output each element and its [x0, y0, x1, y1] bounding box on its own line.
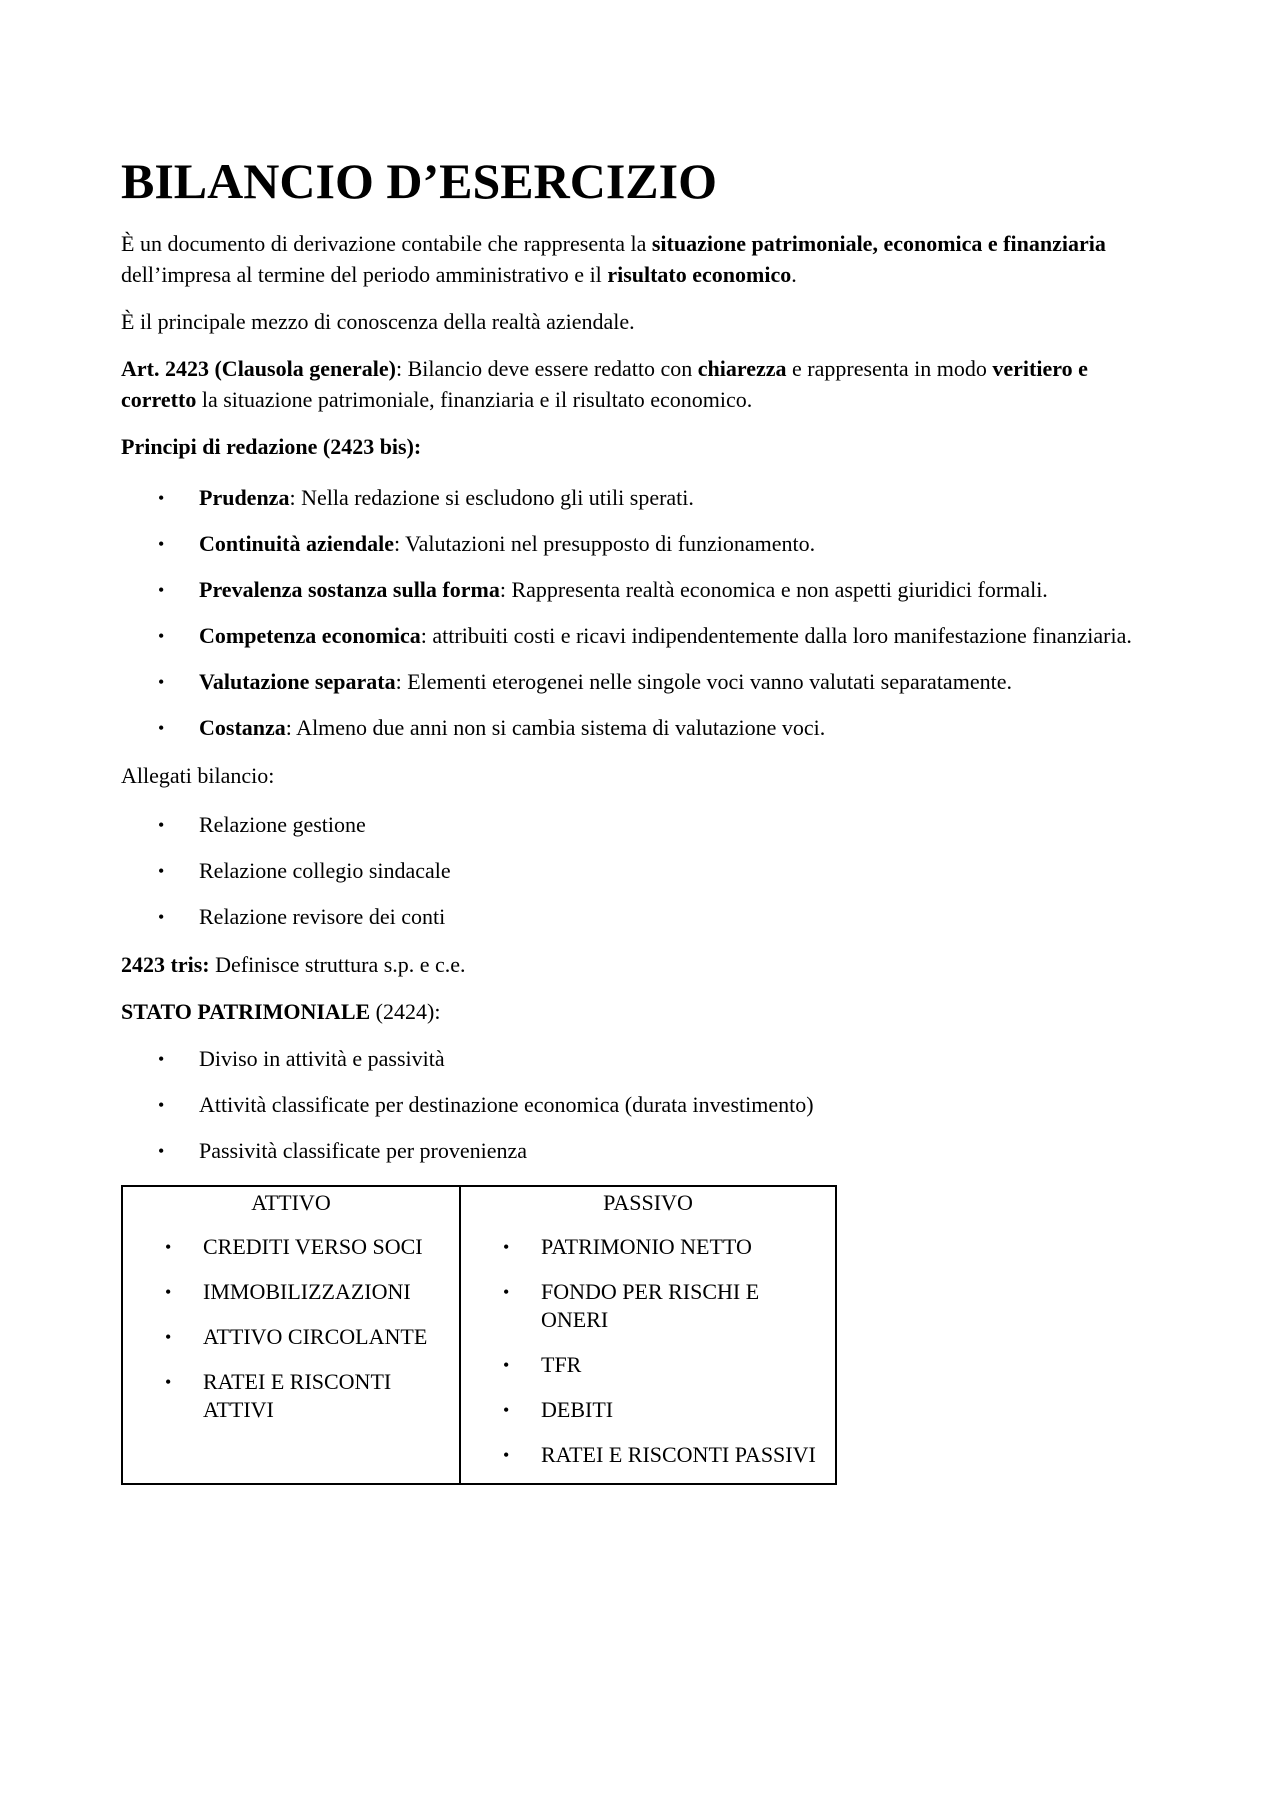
- principal-paragraph: È il principale mezzo di conoscenza della realtà aziendale.: [121, 309, 635, 334]
- principio-desc: : attribuiti costi e ricavi indipendentemente dalla loro manifestazione finanziaria.: [420, 623, 1132, 648]
- art2423-text-2: e rappresenta in modo: [786, 356, 993, 381]
- principio-desc: : Rappresenta realtà economica e non aspetti giuridici formali.: [499, 577, 1048, 602]
- list-item: • CREDITI VERSO SOCI: [123, 1233, 459, 1261]
- attivo-header: ATTIVO: [251, 1190, 331, 1215]
- passivo-list: [461, 1233, 835, 1469]
- principio-desc: : Nella redazione si escludono gli utili sperati.: [289, 485, 694, 510]
- list-item: • Relazione revisore dei conti: [121, 903, 1161, 931]
- principi-heading-text: Principi di redazione (2423 bis):: [121, 434, 422, 459]
- intro-bold-2: risultato economico: [607, 262, 792, 287]
- list-item: [121, 622, 1161, 650]
- list-item: • Relazione collegio sindacale: [121, 857, 1161, 885]
- list-item: • Diviso in attività e passività: [121, 1045, 1161, 1073]
- table-row: [122, 1186, 836, 1484]
- principio-term: Competenza economica: [199, 623, 421, 648]
- list-item: [121, 576, 1161, 604]
- list-item: • FONDO PER RISCHI E ONERI: [461, 1278, 835, 1334]
- list-item: • RATEI E RISCONTI ATTIVI: [123, 1368, 459, 1424]
- list-item: • ATTIVO CIRCOLANTE: [123, 1323, 459, 1351]
- principio-desc: : Valutazioni nel presupposto di funzionamento.: [393, 531, 816, 556]
- document-page: [121, 150, 1161, 1485]
- stato-list: [121, 1045, 1161, 1165]
- intro-text-2: dell’impresa al termine del periodo amministrativo e il: [121, 262, 608, 287]
- principio-desc: : Almeno due anni non si cambia sistema di valutazione voci.: [285, 715, 826, 740]
- tris-paragraph: [121, 949, 1161, 980]
- principi-list: [121, 484, 1161, 742]
- passivo-cell: [460, 1186, 836, 1484]
- art2423-text-3: la situazione patrimoniale, finanziaria e il risultato economico.: [196, 387, 753, 412]
- art2423-paragraph: [121, 353, 1161, 415]
- allegati-heading: Allegati bilancio:: [121, 763, 275, 788]
- list-item: • DEBITI: [461, 1396, 835, 1424]
- list-item: • TFR: [461, 1351, 835, 1379]
- page-title: BILANCIO D’ESERCIZIO: [121, 153, 717, 209]
- principio-term: Continuità aziendale: [199, 531, 394, 556]
- list-item: • RATEI E RISCONTI PASSIVI: [461, 1441, 835, 1469]
- list-item: • IMMOBILIZZAZIONI: [123, 1278, 459, 1306]
- list-item: [121, 530, 1161, 558]
- attivo-list: [123, 1233, 459, 1424]
- principio-term: Prevalenza sostanza sulla forma: [199, 577, 500, 602]
- art2423-bold-3: veritiero e corretto: [121, 356, 1088, 412]
- principio-term: Prudenza: [199, 485, 290, 510]
- intro-bold-1: situazione patrimoniale, economica e finanziaria: [651, 231, 1106, 256]
- intro-text-1: È un documento di derivazione contabile che rappresenta la: [121, 231, 652, 256]
- stato-text: (2424):: [370, 999, 441, 1024]
- attivo-cell: [122, 1186, 460, 1484]
- principio-term: Costanza: [199, 715, 286, 740]
- stato-bold: STATO PATRIMONIALE: [121, 999, 371, 1024]
- art2423-bold-2: chiarezza: [697, 356, 787, 381]
- art2423-bold-1: Art. 2423 (Clausola generale): [121, 356, 396, 381]
- principio-term: Valutazione separata: [199, 669, 396, 694]
- tris-text: Definisce struttura s.p. e c.e.: [209, 952, 466, 977]
- list-item: [121, 668, 1161, 696]
- allegati-list: [121, 811, 1161, 931]
- list-item: • Passività classificate per provenienza: [121, 1137, 1161, 1165]
- list-item: [121, 484, 1161, 512]
- intro-text-3: .: [791, 262, 797, 287]
- stato-heading: [121, 996, 1161, 1027]
- list-item: • PATRIMONIO NETTO: [461, 1233, 835, 1261]
- tris-bold: 2423 tris:: [121, 952, 210, 977]
- list-item: [121, 714, 1161, 742]
- principi-heading: [121, 431, 1161, 462]
- principio-desc: : Elementi eterogenei nelle singole voci vanno valutati separatamente.: [395, 669, 1012, 694]
- art2423-text-1: : Bilancio deve essere redatto con: [395, 356, 698, 381]
- list-item: • Attività classificate per destinazione economica (durata investimento): [121, 1091, 1161, 1119]
- passivo-header: PASSIVO: [603, 1190, 693, 1215]
- intro-paragraph: [121, 228, 1161, 290]
- list-item: • Relazione gestione: [121, 811, 1161, 839]
- stato-patrimoniale-table: [121, 1185, 837, 1485]
